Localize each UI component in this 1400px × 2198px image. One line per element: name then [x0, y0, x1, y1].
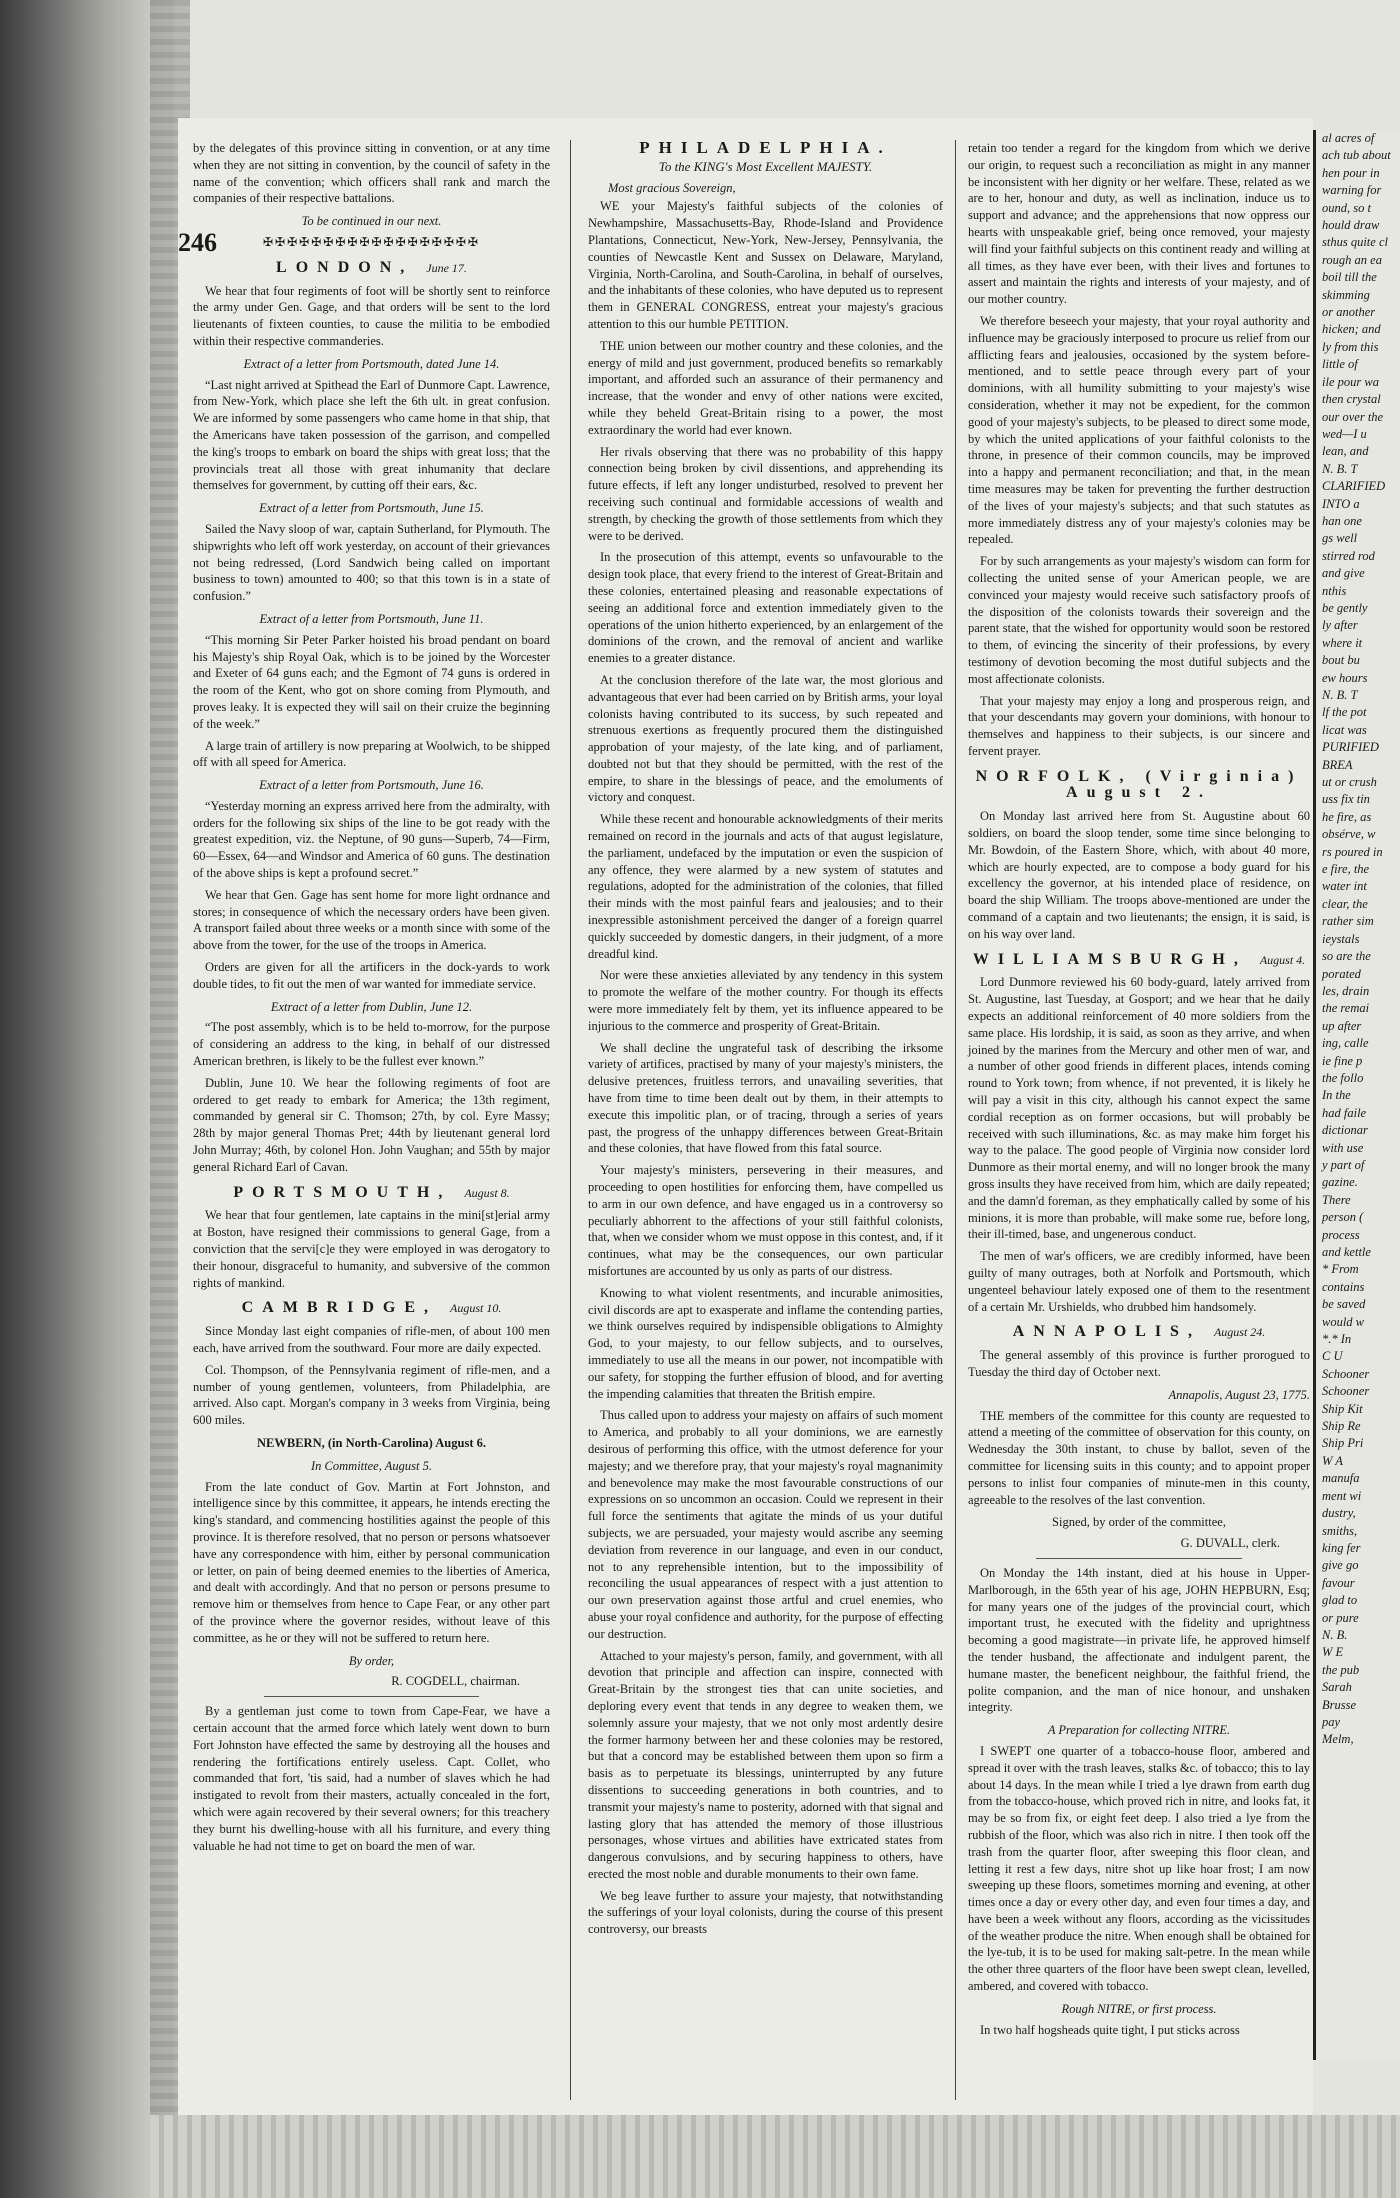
- petition-paragraph: WE your Majesty's faithful subjects of the colonies of Newhampshire, Massachusetts-Bay, Rhode-Island and Providence Plantations, Connecticut, New-York, New-Jersey, Pennsylvania, the counties of Newcastle Kent and Sussex on Delaware, Maryland, Virginia, North-Carolina, and South-Carolina, in behalf of ourselves, and the inhabitants of these colonies, who have deputed us to represent them in GENERAL CONGRESS, entreat your majesty's gracious attention to this our humble PETITION.: [588, 199, 943, 331]
- petition-paragraph: THE union between our mother country and these colonies, and the energy of mild and just government, produced benefits so remarkably important, and afforded such an assurance of their permanency and increase, that the wonder and envy of other nations were excited, while they beheld Great-Britain rising to a power, the most extraordinary the world had ever known.: [588, 338, 943, 437]
- facing-page-line: W E: [1322, 1645, 1344, 1660]
- facing-page-line: bout bu: [1322, 653, 1360, 668]
- facing-page-line: BREA: [1322, 757, 1353, 772]
- facing-page-line: hen pour in: [1322, 165, 1380, 180]
- ornament-rule: ✠✠✠✠✠✠✠✠✠✠✠✠✠✠✠✠✠✠: [263, 234, 480, 249]
- signature: G. DUVALL, clerk.: [1180, 1536, 1280, 1551]
- facing-page-line: Ship Kit: [1322, 1401, 1363, 1416]
- nitre-heading: A Preparation for collecting NITRE.: [1047, 1723, 1231, 1738]
- column-rule: [955, 140, 956, 2100]
- article-paragraph: “Last night arrived at Spithead the Earl of Dunmore Capt. Lawrence, from New-York, which place she left the 6th ult. in great confusion. We are informed by some passengers who came home in that ship, that the Americans have taken possession of the garrison, and compelled the king's troops to embark on board the ships with great loss; that the provincials treat all those with great inhumanity that declare themselves for government, by cutting off their ears, &c.: [193, 377, 551, 493]
- extract-heading: Extract of a letter from Portsmouth, dated June 14.: [243, 356, 500, 371]
- facing-page-line: ment wi: [1322, 1488, 1362, 1503]
- facing-page-line: ile pour wa: [1322, 374, 1379, 389]
- petition-paragraph: While these recent and honourable acknowledgments of their merits remained on record in the journals and acts of that august legislature, the parliament, undefaced by the imputation or even the suspicion of any offence, they were alarmed by a new system of statutes and regulations, adopted for the administration of the colonies, that filled their minds with the most painful fears and jealousies; and to their inexpressible astonishment perceived the danger of a foreign quarrel quickly succeeded by domestic dangers, in their judgment, of a more dreadful kind.: [588, 812, 943, 961]
- london-heading: LONDON, June 17.: [276, 258, 467, 276]
- petition-paragraph: At the conclusion therefore of the late war, the most glorious and advantageous that ever had been carried on by British arms, your loyal colonists having contributed to its success, by such repeated and strenuous exertions as frequently procured them the distinguished approbation of your majesty, of the late king, and of parliament, doubted not but that they should be permitted, with the rest of the empire, to share in the blessings of peace, and the emoluments of victory and conquest.: [588, 672, 943, 805]
- facing-page-line: rather sim: [1322, 914, 1374, 929]
- portsmouth-heading: PORTSMOUTH, August 8.: [233, 1183, 510, 1201]
- by-order: By order,: [348, 1653, 395, 1668]
- facing-page-line: Ship Pri: [1322, 1436, 1364, 1451]
- facing-page-line: with use: [1322, 1140, 1364, 1155]
- committee-heading: In Committee, August 5.: [311, 1458, 432, 1473]
- petition-paragraph: retain too tender a regard for the kingdom from which we derive our origin, to request such a reconciliation as might in any manner be inconsistent with her dignity or her welfare. These, related as we are to her, honour and duty, as well as inclination, induce us to support and advance; and the apprehensions that now oppress our hearts with unspeakable grief, being once removed, your majesty will find your faithful subjects on this continent ready and willing at all times, as they have ever been, with their lives and fortunes to assert and maintain the rights and interests of your majesty, and of our mother country.: [968, 141, 1310, 307]
- facing-page-line: be gently: [1322, 600, 1368, 615]
- facing-page-line: up after: [1322, 1018, 1362, 1033]
- extract-heading: Extract of a letter from Dublin, June 12.: [270, 999, 473, 1014]
- facing-page-fragment: [1313, 130, 1400, 2060]
- facing-page-line: There: [1322, 1192, 1351, 1207]
- article-paragraph: We hear that four regiments of foot will be shortly sent to reinforce the army under Gen. Gage, and that orders will be sent to the lord lieutenants of fixteen counties, to cause the militia to be embodied within their respective commanderies.: [193, 283, 550, 348]
- facing-page-line: contains: [1322, 1279, 1365, 1294]
- signature: R. COGDELL, chairman.: [391, 1674, 520, 1689]
- article-paragraph: A large train of artillery is now preparing at Woolwich, to be shipped off with all speed for America.: [193, 738, 550, 770]
- facing-page-line: y part of: [1322, 1157, 1365, 1172]
- facing-page-line: N. B. T: [1322, 688, 1358, 702]
- extract-heading: Extract of a letter from Portsmouth, June 11.: [259, 611, 484, 626]
- annapolis-heading: ANNAPOLIS, August 24.: [1012, 1323, 1266, 1341]
- facing-page-line: the remai: [1322, 1001, 1370, 1016]
- petition-paragraph: Thus called upon to address your majesty on affairs of such moment to America, and probably to all your dominions, we are earnestly desirous of performing this office, with the utmost deference for your majesty; and we therefore pray, that your majesty's royal magnanimity and benevolence may make the most favourable constructions of our expressions on so uncommon an occasion. Could we represent in their full force the sentiments that agitate the minds of us your dutiful subjects, we are persuaded, your majesty would ascribe any seeming deviation from reverence in our language, and even in our conduct, not to any reprehensible intention, but to the impossibility of reconciling the usual appearances of respect with a just attention to our own preservation against those artful and cruel enemies, who abuse your royal confidence and authority, for the purpose of effecting our destruction.: [588, 1408, 943, 1641]
- facing-page-line: water int: [1322, 879, 1367, 894]
- facing-page-line: little of: [1322, 357, 1358, 372]
- philadelphia-heading: PHILADELPHIA.: [639, 138, 892, 157]
- facing-page-line: ut or crush: [1322, 775, 1377, 790]
- facing-page-line: ew hours: [1322, 670, 1368, 685]
- facing-page-line: C U: [1322, 1349, 1343, 1364]
- norfolk-heading: NORFOLK, (Virginia) August 2.: [975, 767, 1303, 802]
- column-right: [968, 140, 1310, 2043]
- article-paragraph: Sailed the Navy sloop of war, captain Sutherland, for Plymouth. The shipwrights who left off work yesterday, on account of their grievances not being redressed, (Lord Sandwich being called on important business to town) amounted to 400; so that this town is in a state of confusion.”: [193, 521, 550, 604]
- continued-note: To be continued in our next.: [301, 214, 442, 229]
- facing-page-line: licat was: [1322, 722, 1367, 737]
- facing-page-line: han one: [1322, 513, 1362, 528]
- facing-page-line: W A: [1322, 1453, 1343, 1468]
- divider: [264, 1696, 478, 1697]
- facing-page-line: the follo: [1322, 1070, 1364, 1085]
- facing-page-line: king fer: [1322, 1540, 1361, 1555]
- facing-page-line: * From: [1322, 1262, 1359, 1277]
- article-paragraph: The general assembly of this province is further prorogued to Tuesday the third day of October next.: [968, 1348, 1310, 1379]
- petition-paragraph: Your majesty's ministers, persevering in their measures, and proceeding to open hostilities for enforcing them, have compelled us to arm in our own defence, and have engaged us in a controversy so peculiarly abhorrent to the affections of your still faithful colonists, that, when we consider whom we must oppose in this contest, and, if it continues, what may be the consequences, our own particular misfortunes are accounted by us only as parts of our distress.: [588, 1163, 943, 1278]
- facing-page-line: nthis: [1322, 583, 1347, 598]
- article-paragraph: From the late conduct of Gov. Martin at Fort Johnston, and intelligence since by this committee, it appears, he intends erecting the king's standard, and commencing hostilities against the people of this province. It is therefore resolved, that no person or persons whatsoever have any correspondence with him, either by personal communication or letter, on pain of being deemed enemies to the liberties of America, and dealt with accordingly. And that no person or persons presume to remove him or themselves from hence to Cape Fear, or any other part of the province where the governor resides, without leave of this committee, as he or they will not be suffered to return here.: [193, 1479, 550, 1645]
- article-paragraph: “Yesterday morning an express arrived here from the admiralty, with orders for the following six ships of the line to be got ready with the greatest expedition, viz. the Neptune, of 90 guns—Superb, 74—Firm, 60—Essex, 64—and Windsor and America of 60 guns. The destination of the above ships is kept a profound secret.”: [193, 798, 550, 881]
- facing-page-line: ieystals: [1322, 931, 1360, 946]
- petition-paragraph: Her rivals observing that there was no probability of this happy connection being broken by civil dissentions, and apprehending its future effects, if left any longer undisturbed, resolved to prevent her receiving such continual and formidable accessions of wealth and strength, by checking the growth of those settlements from which they were to be derived.: [588, 444, 943, 543]
- facing-page-line: the pub: [1322, 1662, 1360, 1677]
- facing-page-line: ie fine p: [1322, 1053, 1363, 1068]
- facing-page-line: boil till the: [1322, 270, 1377, 285]
- petition-paragraph: Attached to your majesty's person, family, and government, with all devotion that principle and affection can inspire, connected with Great-Britain by the strongest ties that can unite societies, and deploring every event that tends in any degree to weaken them, we solemnly assure your majesty, that we not only most ardently desire the former harmony between her and these colonies may be restored, but that a concord may be established between them upon so firm a basis as to perpetuate its blessings, uninterrupted by any future dissentions to succeeding generations in both countries, and to transmit your majesty's name to posterity, adorned with that signal and lasting glory that has attended the memory of those illustrious personages, whose virtues and abilities have extricated states from dangerous convulsions, and by securing happiness to others, have erected the most noble and durable monuments to their own fame.: [588, 1648, 943, 1881]
- facing-page-line: al acres of: [1322, 131, 1375, 145]
- petition-paragraph: We beg leave further to assure your majesty, that notwithstanding the sufferings of your loyal colonists, during the course of this present controversy, our breasts: [588, 1888, 943, 1937]
- williamsburgh-heading: WILLIAMSBURGH, August 4.: [972, 950, 1306, 968]
- facing-page-line: PURIFIED: [1322, 740, 1379, 755]
- article-paragraph: On Monday last arrived here from St. Augustine about 60 soldiers, on board the sloop tender, some time since belonging to Mr. Bowdoin, of the Eastern Shore, which, with about 40 more, which are hourly expected, are to compose a body guard for his excellency the governor, at his intended place of residence, on board the ship William. The troops above-mentioned are under the command of a captain and two lieutenants; the ensign, it is said, is on his way over land.: [968, 809, 1310, 941]
- facing-page-line: les, drain: [1322, 983, 1370, 998]
- facing-page-line: wed—I u: [1322, 426, 1367, 441]
- facing-page-line: glad to: [1322, 1593, 1358, 1608]
- facing-page-line: so are the: [1322, 949, 1371, 964]
- facing-page-line: pay: [1322, 1714, 1341, 1729]
- facing-page-line: Melm,: [1322, 1732, 1354, 1747]
- article-paragraph: THE members of the committee for this county are requested to attend a meeting of the committee of observation for this county, on Wednesday the 30th instant, to chuse by ballot, seven of the committee for licensing suits in this county; and to appoint proper persons to inlist four companies of minute-men in this county, agreeable to the resolves of the last convention.: [968, 1408, 1310, 1507]
- facing-page-line: warning for: [1322, 183, 1382, 198]
- article-paragraph: We hear that four gentlemen, late captains in the mini[st]erial army at Boston, have resigned their commissions to general Gage, from a conviction that the servi[c]e they were employed in was derogatory to their honour, disgraceful to humanity, and subversive of the common rights of mankind.: [193, 1208, 550, 1290]
- extract-heading: Extract of a letter from Portsmouth, June 16.: [259, 778, 484, 793]
- page-stack-bottom: [150, 2115, 1400, 2198]
- facing-page-line: hicken; and: [1322, 322, 1381, 337]
- facing-page-line: gazine.: [1322, 1175, 1358, 1190]
- petition-paragraph: That your majesty may enjoy a long and prosperous reign, and that your descendants may govern your dominions, with honour to themselves and happiness to their subjects, is our sincere and fervent prayer.: [968, 693, 1310, 758]
- facing-page-line: Schooner: [1322, 1366, 1370, 1381]
- facing-page-line: sthus quite cl: [1322, 235, 1388, 250]
- facing-page-line: he fire, as: [1322, 809, 1372, 824]
- facing-page-line: *.* In: [1322, 1332, 1352, 1347]
- facing-page-line: rough an ea: [1322, 252, 1382, 267]
- facing-page-line: process: [1322, 1227, 1360, 1242]
- article-paragraph: Col. Thompson, of the Pennsylvania regiment of rifle-men, and a number of young gentlemen, volunteers, from Philadelphia, are arrived. Also capt. Morgan's company in 3 weeks from Virginia, being 600 miles.: [193, 1362, 550, 1428]
- facing-page-line: INTO a: [1322, 496, 1360, 511]
- article-paragraph: Lord Dunmore reviewed his 60 body-guard, lately arrived from St. Augustine, last Tuesday, at Gosport; and we hear that he daily expects an additional reinforcement of 40 more soldiers from the same place. His lordship, it is said, as soon as they arrive, and when joined by the marines from the Mercury and other men of war, and a number of other good friends in different places, intends coming round to York town; from whence, if not prevented, it is likely he will pay a visit in this city, although his cannot expect the same cordial reception as on former occasions, but will probably be received with such illuminations, &c. as may make him forget his way to the palace. The good people of Virginia now consider lord Dunmore as their mortal enemy, and will no longer brook the many gross insults they have received from him, which are daily repeated; and the damn'd foreman, as they emphatically called by some of his minions, it is more than probable, will make some rue, before long, their ill-timed, base, and ungenerous conduct.: [968, 975, 1310, 1242]
- article-paragraph: Dublin, June 10. We hear the following regiments of foot are ordered to get ready to embark for America; the 13th regiment, commanded by general sir C. Thomson; 27th, by col. Eyre Massy; 28th by major general Thomas Pret; 44th by lieutenant general lord John Murray; 46th, by colonel Hon. John Vaughan; and 55th by major general Richard Earl of Cavan.: [193, 1075, 550, 1174]
- facing-page-line: lf the pot: [1322, 705, 1367, 720]
- facing-page-line: e fire, the: [1322, 862, 1370, 877]
- facing-page-line: dustry,: [1322, 1506, 1356, 1521]
- facing-page-line: then crystal: [1322, 392, 1381, 407]
- article-paragraph: I SWEPT one quarter of a tobacco-house floor, ambered and spread it over with the trash leaves, stalks &c. of tobacco; this to lay about 14 days. In the mean while I tried a lye drawn from earth dug from the tobacco-house, which proved rich in nitre, and looks fat, it may be so from fix, or eight feet deep. I also tried a lye from the rubbish of the floor, which was also rich in nitre. I then took off the trash from the quarter floor, after sweeping this floor clean, and letting it rest a few days, nitre shot up like hoar frost; I am now sweeping up these floors, sometimes morning and evening, at other times once a day or every other day, and even four times a day, and have been a week without any floors, according as the vicissitudes of the weather produce the nitre. When enough shall be obtained for the lye-tub, it is to be used for making salt-petre. In the mean while the other three quarters of the floor have been swept clean, levelled, ambered, and covered with tobacco.: [968, 1743, 1310, 1994]
- notice-date: Annapolis, August 23, 1775.: [1168, 1387, 1310, 1402]
- nitre-subheading: Rough NITRE, or first process.: [1061, 2001, 1217, 2016]
- facing-page-line: obsérve, w: [1322, 827, 1376, 842]
- facing-page-line: ound, so t: [1322, 200, 1371, 215]
- facing-page-line: favour: [1322, 1575, 1355, 1590]
- article-paragraph: Orders are given for all the artificers in the dock-yards to work double tides, to fit out the men of war wanted for immediate service.: [193, 960, 550, 991]
- facing-page-line: N. B.: [1322, 1627, 1348, 1642]
- petition-paragraph: Knowing to what violent resentments, and incurable animosities, civil discords are apt to exasperate and inflame the contending parties, we think ourselves required by indispensible obligations to Almighty God, to your majesty, to our fellow subjects, and to ourselves, immediately to use all the means in our power, not incompatible with our safety, for stopping the further effusion of blood, and for averting the impending calamities that threaten the British empire.: [588, 1285, 943, 1401]
- facing-page-line: give go: [1322, 1558, 1359, 1573]
- facing-page-line: In the: [1322, 1088, 1351, 1103]
- salutation: Most gracious Sovereign,: [608, 180, 736, 195]
- facing-page-line: uss fix tin: [1322, 792, 1370, 807]
- book-binding: [0, 0, 175, 2198]
- facing-page-line: skimming: [1322, 287, 1370, 302]
- facing-page-line: and kettle: [1322, 1245, 1371, 1259]
- facing-page-line: clear, the: [1322, 896, 1368, 911]
- petition-address: To the KING's Most Excellent MAJESTY.: [658, 158, 873, 174]
- cambridge-heading: CAMBRIDGE, August 10.: [241, 1299, 502, 1317]
- facing-page-line: be saved: [1322, 1297, 1366, 1312]
- facing-page-line: dictionar: [1322, 1123, 1368, 1138]
- facing-page-line: Ship Re: [1322, 1419, 1361, 1434]
- facing-page-line: CLARIFIED: [1322, 479, 1386, 494]
- convention-intro: by the delegates of this province sitting in convention, or at any time when they are not sitting in convention, by the council of safety in the name of the convention; which officers shall rank and march the companies of their respective battalions.: [193, 141, 550, 206]
- column-rule: [570, 140, 571, 2100]
- article-paragraph: “The post assembly, which is to be held to-morrow, for the purpose of considering an address to the king, in behalf of our distressed American brethren, is likely to be the fullest ever known.”: [193, 1020, 550, 1069]
- facing-page-line: ly from this: [1322, 339, 1379, 354]
- facing-page-line: lean, and: [1322, 444, 1369, 459]
- article-paragraph: In two half hogsheads quite tight, I put sticks across: [980, 2022, 1240, 2037]
- facing-page-line: manufa: [1322, 1471, 1360, 1486]
- petition-paragraph: We therefore beseech your majesty, that your royal authority and influence may be graciously interposed to procure us relief from our afflicting fears and jealousies, occasioned by the system before-mentioned, and to settle peace through every part of your dominions, with all humility submitting to your majesty's wise consideration, whether it may not be expedient, for the common good of your majesty's subjects, to be pleased to direct some mode, by which the united applications of your faithful colonists to the throne, in presence of their common councils, may be improved into a happy and permanent reconciliation; and that, in the mean time measures may be taken for preventing the further destruction of the lives of your majesty's subjects; and that such statutes as more immediately distress any of your majesty's colonies may be repealed.: [968, 313, 1310, 547]
- column-left: [193, 140, 550, 1859]
- facing-page-line: hould draw: [1322, 218, 1380, 233]
- facing-page-line: had faile: [1322, 1105, 1367, 1120]
- signed-line: Signed, by order of the committee,: [1052, 1515, 1226, 1530]
- petition-paragraph: For by such arrangements as your majesty's wisdom can form for collecting the united sense of your American people, we are convinced your majesty would receive such satisfactory proofs of the disposition of the colonists towards their sovereign and the parent state, that the wished for opportunity would soon be restored to them, of evincing the sincerity of their professions, by every testimony of devotion becoming the most dutiful subjects and the most affectionate colonists.: [968, 554, 1310, 686]
- article-paragraph: Since Monday last eight companies of rifle-men, of about 100 men each, have arrived from the southward. Four more are daily expected.: [193, 1324, 550, 1355]
- facing-page-line: rs poured in: [1322, 844, 1383, 859]
- facing-page-line: our over the: [1322, 409, 1384, 424]
- facing-page-line: or another: [1322, 305, 1376, 320]
- facing-page-line: Schooner: [1322, 1384, 1370, 1399]
- newbern-heading: NEWBERN, (in North-Carolina) August 6.: [257, 1435, 486, 1450]
- facing-page-line: smiths,: [1322, 1523, 1358, 1538]
- facing-page-line: person (: [1322, 1210, 1364, 1225]
- facing-page-line: N. B. T: [1322, 461, 1358, 476]
- facing-page-line: porated: [1322, 966, 1361, 981]
- divider: [1036, 1558, 1241, 1559]
- petition-paragraph: In the prosecution of this attempt, events so unfavourable to the design took place, that every friend to the interest of Great-Britain and these colonies, entertained pleasing and reasonable expectations of seeing an additional force and extention immediately given to the operations of the union hitherto experienced, by an enlargement of the dominions of the crown, and the removal of ancient and warlike enemies to a greater distance.: [588, 550, 943, 666]
- article-paragraph: By a gentleman just come to town from Cape-Fear, we have a certain account that the armed force which lately went down to burn Fort Johnston have effected the same by destroying all the houses and rendering the fortifications entirely useless. Capt. Collet, who commanded that fort, 'tis said, had a number of slaves which he had instigated to revolt from their masters, actually concealed in the fort, which were again recovered by their several owners; for this treachery they burnt his dwelling-house with all his furniture, and every thing valuable he had not time to get on board the men of war.: [193, 1704, 550, 1853]
- facing-page-line: ly after: [1322, 618, 1358, 633]
- facing-page-line: would w: [1322, 1314, 1365, 1329]
- facing-page-line: and give: [1322, 566, 1365, 581]
- facing-page-line: gs well: [1322, 531, 1358, 546]
- petition-paragraph: We shall decline the ungrateful task of describing the irksome variety of artifices, practised by many of your majesty's ministers, the delusive pretences, fruitless terrors, and unavailing severities, that have from time to time been dealt out by them, in their attempts to execute this impolitic plan, or of tracing, through a series of years past, the progress of the unhappy differences between Great-Britain and these colonies, that have flowed from this fatal source.: [588, 1040, 943, 1156]
- facing-page-line: Sarah: [1322, 1680, 1352, 1695]
- facing-page-line: ach tub about: [1322, 148, 1391, 163]
- facing-page-line: or pure: [1322, 1610, 1359, 1625]
- article-paragraph: The men of war's officers, we are credibly informed, have been guilty of many outrages, both at Norfolk and Portsmouth, which ungenteel behaviour lately exposed one of them to the resentment of a certain Mr. Urshields, who drubbed him handsomely.: [968, 1249, 1310, 1314]
- facing-page-line: ing, calle: [1322, 1036, 1369, 1051]
- article-paragraph: “This morning Sir Peter Parker hoisted his broad pendant on board his Majesty's ship Royal Oak, which is to be joined by the Worcester and Exeter of 64 guns each; and the Egmont of 74 guns is ordered in the room of the Kent, who got on shore coming from Plymouth, and proves leaky. It is expected they will sail on their cruize the beginning of the week.”: [193, 632, 550, 731]
- column-middle: [588, 140, 943, 1943]
- petition-paragraph: Nor were these anxieties alleviated by any tendency in this system to promote the welfare of the mother country. For though its effects were more immediately felt by them, yet its influence appeared to be injurious to the commerce and prosperity of Great-Britain.: [588, 968, 943, 1033]
- facing-page-line: stirred rod: [1322, 548, 1375, 563]
- page-number: 246: [178, 228, 217, 257]
- facing-page-line: where it: [1322, 635, 1363, 650]
- facing-page-line: Brusse: [1322, 1697, 1357, 1712]
- article-paragraph: On Monday the 14th instant, died at his house in Upper-Marlborough, in the 65th year of his age, JOHN HEPBURN, Esq; for many years one of the judges of the provincial court, which important trust, he executed with the fidelity and uprightness becoming a good magistrate—in private life, he approved himself the tender husband, the affectionate and indulgent parent, the humane master, the beneficent neighbour, the faithful friend, the polite companion, and the man of nice honour, and unshaken integrity.: [968, 1565, 1310, 1715]
- extract-heading: Extract of a letter from Portsmouth, June 15.: [259, 501, 484, 516]
- facing-page-lines: [1316, 130, 1400, 1749]
- article-paragraph: We hear that Gen. Gage has sent home for more light ordnance and stores; in consequence of which the necessary orders have been given. A transport failed about three weeks or a month since with some of the above from the tower, for the use of the troops in America.: [193, 887, 550, 953]
